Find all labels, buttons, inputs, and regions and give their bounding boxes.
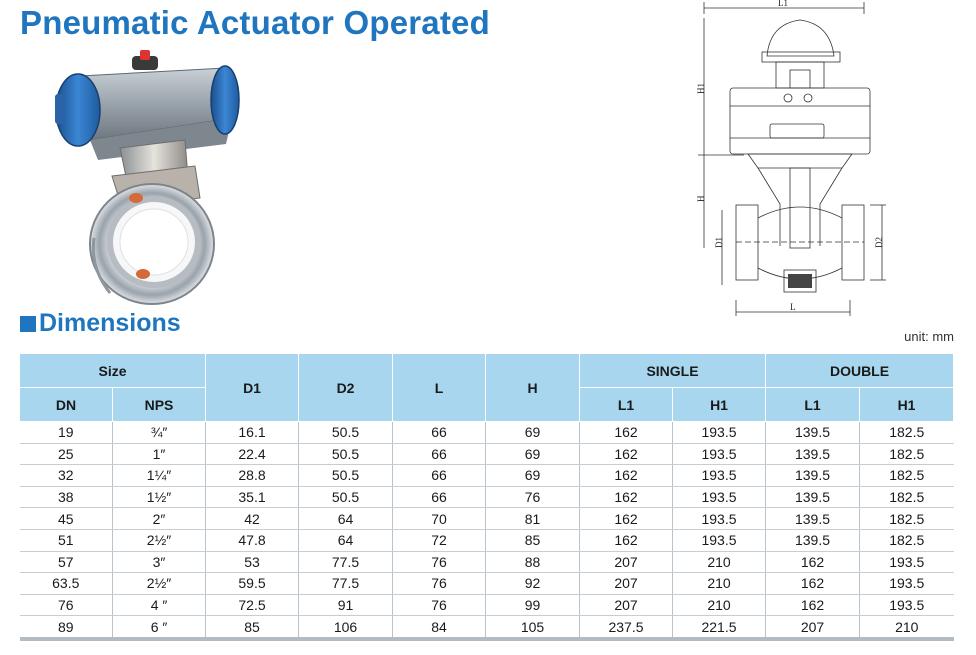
cell-double-l1: 162 bbox=[766, 594, 860, 616]
cell-d2: 64 bbox=[299, 529, 393, 551]
header-single-h1: H1 bbox=[673, 388, 766, 422]
cell-d1: 53 bbox=[206, 551, 299, 573]
cell-h: 69 bbox=[486, 443, 580, 465]
cell-d1: 28.8 bbox=[206, 465, 299, 487]
cell-nps: 6 ″ bbox=[113, 616, 206, 639]
cell-double-h1: 182.5 bbox=[860, 508, 954, 530]
cell-single-h1: 193.5 bbox=[673, 508, 766, 530]
cell-nps: 4 ″ bbox=[113, 594, 206, 616]
page-title: Pneumatic Actuator Operated bbox=[20, 4, 490, 41]
cell-double-l1: 139.5 bbox=[766, 529, 860, 551]
cell-single-l1: 162 bbox=[580, 508, 673, 530]
cell-double-l1: 139.5 bbox=[766, 422, 860, 444]
cell-h: 92 bbox=[486, 573, 580, 595]
cell-single-l1: 237.5 bbox=[580, 616, 673, 639]
cell-double-h1: 193.5 bbox=[860, 551, 954, 573]
cell-single-l1: 162 bbox=[580, 465, 673, 487]
cell-l: 66 bbox=[393, 465, 486, 487]
cell-l: 66 bbox=[393, 422, 486, 444]
dim-label-l1: L1 bbox=[778, 0, 788, 8]
cell-dn: 51 bbox=[20, 529, 113, 551]
cell-double-h1: 182.5 bbox=[860, 422, 954, 444]
cell-dn: 89 bbox=[20, 616, 113, 639]
cell-d1: 22.4 bbox=[206, 443, 299, 465]
cell-d1: 47.8 bbox=[206, 529, 299, 551]
cell-single-h1: 193.5 bbox=[673, 465, 766, 487]
cell-double-l1: 162 bbox=[766, 573, 860, 595]
cell-nps: 1″ bbox=[113, 443, 206, 465]
cell-dn: 25 bbox=[20, 443, 113, 465]
cell-single-l1: 162 bbox=[580, 443, 673, 465]
table-row bbox=[20, 594, 954, 616]
header-nps: NPS bbox=[113, 388, 206, 422]
header-double-l1: L1 bbox=[766, 388, 860, 422]
table-row bbox=[20, 422, 954, 444]
cell-d1: 72.5 bbox=[206, 594, 299, 616]
dim-label-h1: H1 bbox=[696, 83, 706, 94]
cell-l: 76 bbox=[393, 551, 486, 573]
cell-h: 105 bbox=[486, 616, 580, 639]
unit-label: unit: mm bbox=[904, 329, 954, 344]
cell-l: 66 bbox=[393, 443, 486, 465]
cell-double-h1: 210 bbox=[860, 616, 954, 639]
cell-single-h1: 210 bbox=[673, 573, 766, 595]
table-row bbox=[20, 465, 954, 487]
header-dn: DN bbox=[20, 388, 113, 422]
dimensions-heading bbox=[20, 309, 181, 338]
cell-d2: 50.5 bbox=[299, 486, 393, 508]
cell-single-h1: 210 bbox=[673, 594, 766, 616]
cell-d1: 42 bbox=[206, 508, 299, 530]
cell-d2: 50.5 bbox=[299, 443, 393, 465]
cell-h: 81 bbox=[486, 508, 580, 530]
cell-dn: 76 bbox=[20, 594, 113, 616]
cell-d2: 64 bbox=[299, 508, 393, 530]
cell-single-h1: 221.5 bbox=[673, 616, 766, 639]
header-d1: D1 bbox=[206, 354, 299, 422]
header-single: SINGLE bbox=[580, 354, 766, 388]
cell-l: 76 bbox=[393, 594, 486, 616]
dimensions-table bbox=[19, 353, 954, 641]
cell-h: 99 bbox=[486, 594, 580, 616]
cell-nps: 2½″ bbox=[113, 573, 206, 595]
cell-dn: 32 bbox=[20, 465, 113, 487]
dim-label-h: H bbox=[696, 195, 706, 202]
cell-double-h1: 193.5 bbox=[860, 573, 954, 595]
cell-dn: 19 bbox=[20, 422, 113, 444]
cell-single-l1: 162 bbox=[580, 422, 673, 444]
table-row bbox=[20, 443, 954, 465]
cell-d2: 77.5 bbox=[299, 573, 393, 595]
header-double: DOUBLE bbox=[766, 354, 954, 388]
cell-double-h1: 182.5 bbox=[860, 465, 954, 487]
cell-d1: 16.1 bbox=[206, 422, 299, 444]
cell-nps: 1½″ bbox=[113, 486, 206, 508]
table-row bbox=[20, 486, 954, 508]
header-single-l1: L1 bbox=[580, 388, 673, 422]
cell-single-l1: 207 bbox=[580, 573, 673, 595]
table-row bbox=[20, 573, 954, 595]
heading-square-icon bbox=[20, 316, 36, 332]
cell-dn: 63.5 bbox=[20, 573, 113, 595]
dim-label-l: L bbox=[790, 302, 796, 312]
header-h: H bbox=[486, 354, 580, 422]
dim-label-d2: D2 bbox=[874, 237, 884, 248]
cell-double-h1: 182.5 bbox=[860, 486, 954, 508]
cell-l: 72 bbox=[393, 529, 486, 551]
cell-d1: 59.5 bbox=[206, 573, 299, 595]
table-row bbox=[20, 551, 954, 573]
cell-double-h1: 182.5 bbox=[860, 443, 954, 465]
technical-drawing bbox=[692, 0, 892, 320]
cell-h: 76 bbox=[486, 486, 580, 508]
cell-h: 85 bbox=[486, 529, 580, 551]
cell-dn: 45 bbox=[20, 508, 113, 530]
cell-single-h1: 193.5 bbox=[673, 529, 766, 551]
cell-double-l1: 207 bbox=[766, 616, 860, 639]
table-row bbox=[20, 529, 954, 551]
cell-d1: 85 bbox=[206, 616, 299, 639]
table-row bbox=[20, 616, 954, 639]
cell-double-h1: 193.5 bbox=[860, 594, 954, 616]
cell-single-h1: 210 bbox=[673, 551, 766, 573]
cell-nps: 2½″ bbox=[113, 529, 206, 551]
cell-h: 69 bbox=[486, 422, 580, 444]
cell-single-l1: 207 bbox=[580, 594, 673, 616]
header-double-h1: H1 bbox=[860, 388, 954, 422]
cell-double-l1: 162 bbox=[766, 551, 860, 573]
cell-double-l1: 139.5 bbox=[766, 443, 860, 465]
cell-single-l1: 207 bbox=[580, 551, 673, 573]
cell-d2: 91 bbox=[299, 594, 393, 616]
cell-d2: 77.5 bbox=[299, 551, 393, 573]
cell-double-l1: 139.5 bbox=[766, 486, 860, 508]
cell-d1: 35.1 bbox=[206, 486, 299, 508]
cell-nps: 1¼″ bbox=[113, 465, 206, 487]
cell-l: 76 bbox=[393, 573, 486, 595]
cell-nps: 3″ bbox=[113, 551, 206, 573]
table-row bbox=[20, 508, 954, 530]
cell-dn: 57 bbox=[20, 551, 113, 573]
cell-double-h1: 182.5 bbox=[860, 529, 954, 551]
cell-single-h1: 193.5 bbox=[673, 486, 766, 508]
cell-h: 88 bbox=[486, 551, 580, 573]
cell-h: 69 bbox=[486, 465, 580, 487]
cell-single-l1: 162 bbox=[580, 529, 673, 551]
cell-d2: 50.5 bbox=[299, 465, 393, 487]
cell-l: 66 bbox=[393, 486, 486, 508]
cell-l: 84 bbox=[393, 616, 486, 639]
header-d2: D2 bbox=[299, 354, 393, 422]
cell-double-l1: 139.5 bbox=[766, 508, 860, 530]
header-l: L bbox=[393, 354, 486, 422]
dimensions-title: Dimensions bbox=[39, 309, 181, 337]
cell-d2: 50.5 bbox=[299, 422, 393, 444]
header-size: Size bbox=[20, 354, 206, 388]
cell-double-l1: 139.5 bbox=[766, 465, 860, 487]
cell-single-l1: 162 bbox=[580, 486, 673, 508]
cell-single-h1: 193.5 bbox=[673, 443, 766, 465]
actuator-valve-photo bbox=[50, 48, 250, 310]
dim-label-d1: D1 bbox=[714, 237, 724, 248]
cell-l: 70 bbox=[393, 508, 486, 530]
cell-nps: ¾″ bbox=[113, 422, 206, 444]
cell-nps: 2″ bbox=[113, 508, 206, 530]
cell-single-h1: 193.5 bbox=[673, 422, 766, 444]
cell-d2: 106 bbox=[299, 616, 393, 639]
cell-dn: 38 bbox=[20, 486, 113, 508]
